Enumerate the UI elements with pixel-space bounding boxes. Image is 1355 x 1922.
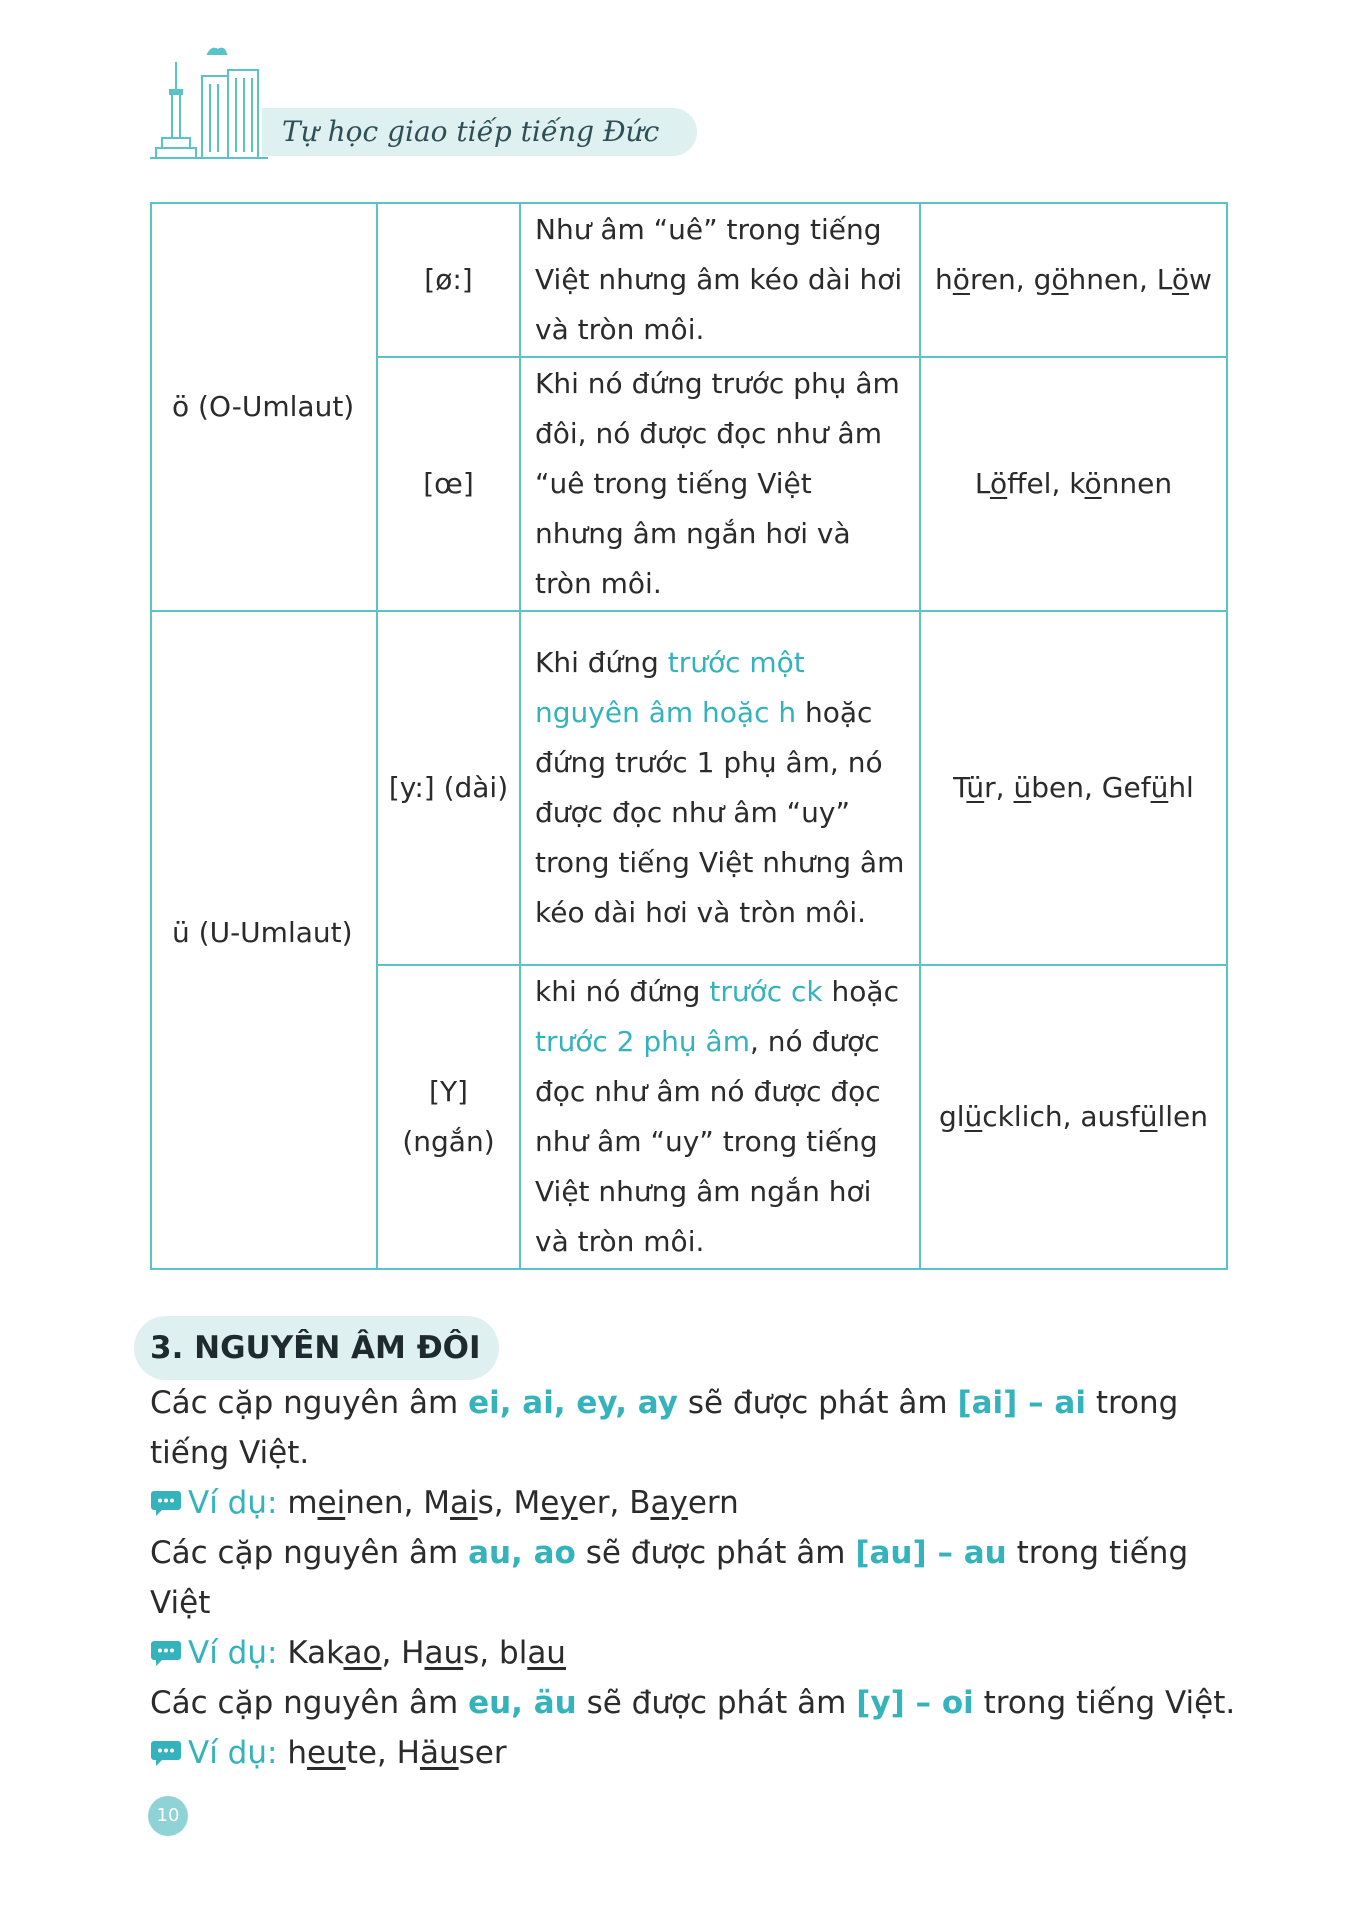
pronunciation-description: Khi đứng trước một nguyên âm hoặc h hoặc đứng trước 1 phụ âm, nó được đọc như âm “uy” trong tiếng Việt nhưng âm kéo dài hơi và tròn môi. [520,611,920,965]
book-title: Tự học giao tiếp tiếng Đức [262,108,697,156]
page-number: 10 [148,1796,188,1836]
ipa-symbol: [Y] (ngắn) [377,965,520,1269]
vowel-letter: ö (O-Umlaut) [151,203,377,611]
section-heading: 3. NGUYÊN ÂM ĐÔI [134,1316,499,1380]
pronunciation-description: khi nó đứng trước ck hoặc trước 2 phụ âm, nó được đọc như âm nó được đọc như âm “uy” trong tiếng Việt nhưng âm ngắn hơi và tròn môi. [520,965,920,1269]
example-words: hören, göhnen, Löw [920,203,1227,357]
vowel-letter: ü (U-Umlaut) [151,611,377,1269]
paragraph: Các cặp nguyên âm eu, äu sẽ được phát âm [y] – oi trong tiếng Việt. [150,1685,1236,1721]
ipa-symbol: [ø:] [377,203,520,357]
example-words: meinen, Mais, Meyer, Bayern [287,1485,739,1521]
example-line: Ví dụ: meinen, Mais, Meyer, Bayern [150,1478,1240,1528]
paragraph: Các cặp nguyên âm au, ao sẽ được phát âm [au] – au trong tiếng Việt [150,1535,1189,1621]
pronunciation-description: Khi nó đứng trước phụ âm đôi, nó được đọc như âm “uê trong tiếng Việt nhưng âm ngắn hơi và tròn môi. [520,357,920,611]
skyline-illustration [148,40,278,170]
table-row [151,203,1227,357]
example-words: heute, Häuser [287,1735,507,1771]
ipa-symbol: [œ] [377,357,520,611]
pronunciation-description: Như âm “uê” trong tiếng Việt nhưng âm kéo dài hơi và tròn môi. [520,203,920,357]
ipa-symbol: [y:] (dài) [377,611,520,965]
table-row [151,611,1227,965]
example-line: Ví dụ: Kakao, Haus, blau [150,1628,1240,1678]
example-words: Löffel, können [920,357,1227,611]
chat-bubble-icon [150,1489,182,1517]
section-content [150,1378,1240,1778]
paragraph: Các cặp nguyên âm ei, ai, ey, ay sẽ được phát âm [ai] – ai trong tiếng Việt. [150,1385,1179,1471]
example-line: Ví dụ: heute, Häuser [150,1728,1240,1778]
example-words: Tür, üben, Gefühl [920,611,1227,965]
chat-bubble-icon [150,1739,182,1767]
example-words: glücklich, ausfüllen [920,965,1227,1269]
example-words: Kakao, Haus, blau [287,1635,566,1671]
chat-bubble-icon [150,1639,182,1667]
umlaut-vowel-table [150,202,1228,1270]
